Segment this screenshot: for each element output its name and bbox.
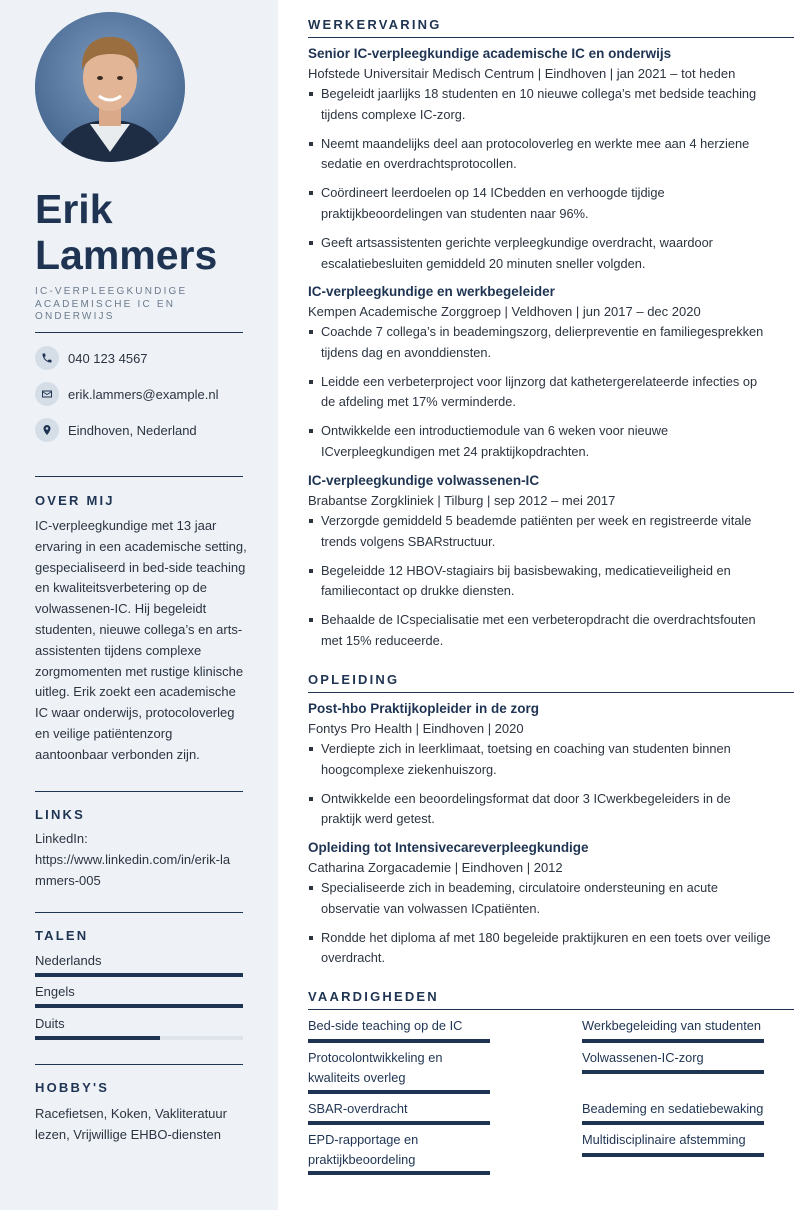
- job-entry: [308, 471, 794, 660]
- contact-phone: [35, 346, 148, 370]
- contact-email: [35, 382, 218, 406]
- job-title: IC-verpleegkundige en werkbegeleider: [308, 284, 555, 299]
- skill-underline: [582, 1039, 764, 1043]
- skills-heading: VAARDIGHEDEN: [308, 989, 794, 1004]
- contact-location: [35, 418, 197, 442]
- language-item: [35, 1016, 243, 1031]
- skill-item: [582, 1048, 764, 1068]
- bullet-item: Coachde 7 collega’s in beademingszorg, delierpreventie en familiegesprekken tijdens dag en avonddiensten.: [308, 322, 771, 364]
- education-entry: [308, 699, 794, 838]
- skill-underline: [308, 1039, 490, 1043]
- bullet-item: Specialiseerde zich in beademing, circulatoire ondersteuning en acute observatie van volwassen ICpatiënten.: [308, 878, 771, 920]
- divider: [35, 791, 243, 792]
- bullet-item: Neemt maandelijks deel aan protocoloverleg en werkte mee aan 4 herziene sedatie en overdrachtsprotocollen.: [308, 134, 771, 176]
- skill-underline: [308, 1171, 490, 1175]
- phone-icon: [35, 346, 59, 370]
- location-pin-icon: [35, 418, 59, 442]
- experience-heading: WERKERVARING: [308, 17, 794, 32]
- skill-item: [308, 1048, 490, 1087]
- divider: [35, 476, 243, 477]
- divider: [35, 1064, 243, 1065]
- sidebar: [0, 0, 278, 1210]
- first-name: Erik: [35, 186, 113, 232]
- bullet-item: Verdiepte zich in leerklimaat, toetsing en coaching van studenten binnen hoogcomplexe ziekenhuiszorg.: [308, 739, 771, 781]
- last-name: Lammers: [35, 232, 218, 278]
- hobbies-heading: HOBBY'S: [35, 1080, 110, 1095]
- education-bullets: [308, 878, 794, 969]
- education-bullets: [308, 739, 794, 830]
- skill-underline: [582, 1121, 764, 1125]
- language-item: [35, 984, 243, 999]
- job-role: IC-VERPLEEGKUNDIGE ACADEMISCHE IC EN ONDERWIJS: [35, 286, 188, 322]
- job-meta: Hofstede Universitair Medisch Centrum | Eindhoven | jan 2021 – tot heden: [308, 66, 736, 81]
- job-entry: [308, 282, 794, 471]
- job-bullets: [308, 511, 794, 652]
- education-title: Post-hbo Praktijkopleider in de zorg: [308, 701, 540, 716]
- job-title: Senior IC-verpleegkundige academische IC en onderwijs: [308, 46, 672, 61]
- bullet-item: Ontwikkelde een beoordelingsformat dat door 3 ICwerkbegeleiders in de praktijk werd getest.: [308, 789, 771, 831]
- skill-label: Volwassenen-IC-zorg: [582, 1050, 704, 1065]
- bullet-item: Coördineert leerdoelen op 14 ICbedden en verhoogde tijdige praktijkbeoordelingen van studenten naar 96%.: [308, 183, 771, 225]
- location: Eindhoven, Nederland: [68, 422, 197, 438]
- linkedin-label: LinkedIn:: [35, 831, 88, 846]
- linkedin-url-part1[interactable]: https://www.linkedin.com/in/erik-la: [35, 851, 231, 867]
- language-level-bar: [35, 973, 243, 977]
- job-bullets: [308, 84, 794, 274]
- job-title: IC-verpleegkundige volwassenen-IC: [308, 473, 540, 488]
- skill-label: EPD-rapportage en praktijkbeoordeling: [308, 1132, 419, 1167]
- skill-item: [308, 1099, 490, 1119]
- candidate-name: [35, 186, 265, 278]
- portrait-photo-icon: [35, 12, 185, 162]
- phone-number: 040 123 4567: [68, 350, 148, 366]
- job-meta: Brabantse Zorgkliniek | Tilburg | sep 2012 – mei 2017: [308, 493, 616, 508]
- links-heading: LINKS: [35, 807, 85, 822]
- linkedin-url-part2[interactable]: mmers-005: [35, 872, 101, 888]
- languages-heading: TALEN: [35, 928, 89, 943]
- bullet-item: Ontwikkelde een introductiemodule van 6 weken voor nieuwe ICverpleegkundigen met 24 praktijkopdrachten.: [308, 421, 771, 463]
- about-text: IC-verpleegkundige met 13 jaar ervaring in een academische setting, gespecialiseerd in bed-side teaching en kwaliteitsverbetering op de volwassenen-IC. Hij begeleidt studenten, nieuwe collega’s en arts-assistenten tijdens complexe zorgmomenten met rustige klinische uitleg. Erik zoekt een academische IC waar onderwijs, protocoloverleg en veilige patiëntenzorg aantoonbaar verbonden zijn.: [35, 518, 247, 762]
- job-entry: [308, 44, 794, 282]
- bullet-item: Behaalde de ICspecialisatie met een verbeteropdracht die overdrachtsfouten met 15% reduceerde.: [308, 610, 771, 652]
- education-entry: [308, 838, 794, 977]
- hobbies-text: Racefietsen, Koken, Vakliteratuur lezen, Vrijwillige EHBO-diensten: [35, 1106, 227, 1142]
- education-heading: OPLEIDING: [308, 672, 794, 687]
- education-title: Opleiding tot Intensivecareverpleegkundige: [308, 840, 589, 855]
- bullet-item: Begeleidt jaarlijks 18 studenten en 10 nieuwe collega’s met bedside teaching tijdens complexe IC-zorg.: [308, 84, 771, 126]
- bullet-item: Geeft artsassistenten gerichte verpleegkundige overdracht, waardoor escalatiebesluiten gemiddeld 20 minuten sneller volgden.: [308, 233, 771, 275]
- skill-item: [308, 1130, 490, 1169]
- skill-item: [308, 1016, 490, 1036]
- bullet-item: Rondde het diploma af met 180 begeleide praktijkuren en een toets over veilige overdracht.: [308, 928, 771, 970]
- skill-label: Protocolontwikkeling en kwaliteits overleg: [308, 1050, 443, 1085]
- language-name: Nederlands: [35, 953, 102, 968]
- about-heading: OVER MIJ: [35, 493, 115, 508]
- language-level-bar: [35, 1004, 243, 1008]
- divider: [35, 332, 243, 333]
- email-address[interactable]: erik.lammers@example.nl: [68, 386, 219, 402]
- skill-underline: [582, 1070, 764, 1074]
- education-meta: Fontys Pro Health | Eindhoven | 2020: [308, 721, 524, 736]
- linkedin-link[interactable]: [35, 829, 247, 891]
- language-name: Engels: [35, 984, 75, 999]
- skill-label: Beademing en sedatiebewaking: [582, 1101, 764, 1116]
- language-name: Duits: [35, 1016, 65, 1031]
- bullet-item: Verzorgde gemiddeld 5 beademde patiënten per week en registreerde vitale trends volgens SBARstructuur.: [308, 511, 771, 553]
- skill-label: SBAR-overdracht: [308, 1101, 408, 1116]
- education-meta: Catharina Zorgacademie | Eindhoven | 2012: [308, 860, 563, 875]
- bullet-item: Leidde een verbeterproject voor lijnzorg dat kathetergerelateerde infecties op de afdeling met 17% verminderde.: [308, 372, 771, 414]
- skill-label: Multidisciplinaire afstemming: [582, 1132, 746, 1147]
- language-level-bar: [35, 1036, 243, 1040]
- mail-icon: [35, 382, 59, 406]
- skill-underline: [582, 1153, 764, 1157]
- bullet-item: Begeleidde 12 HBOV-stagiairs bij basisbewaking, medicatieveiligheid en familiecontact op drukke diensten.: [308, 561, 771, 603]
- skill-underline: [308, 1121, 490, 1125]
- language-item: [35, 953, 243, 968]
- job-bullets: [308, 322, 794, 463]
- profile-photo: [35, 12, 185, 162]
- skill-label: Werkbegeleiding van studenten: [582, 1018, 762, 1033]
- skill-item: [582, 1016, 764, 1036]
- divider: [35, 912, 243, 913]
- skill-item: [582, 1099, 764, 1119]
- skill-item: [582, 1130, 764, 1150]
- job-meta: Kempen Academische Zorggroep | Veldhoven | jun 2017 – dec 2020: [308, 304, 701, 319]
- skill-underline: [308, 1090, 490, 1094]
- skill-label: Bed-side teaching op de IC: [308, 1018, 463, 1033]
